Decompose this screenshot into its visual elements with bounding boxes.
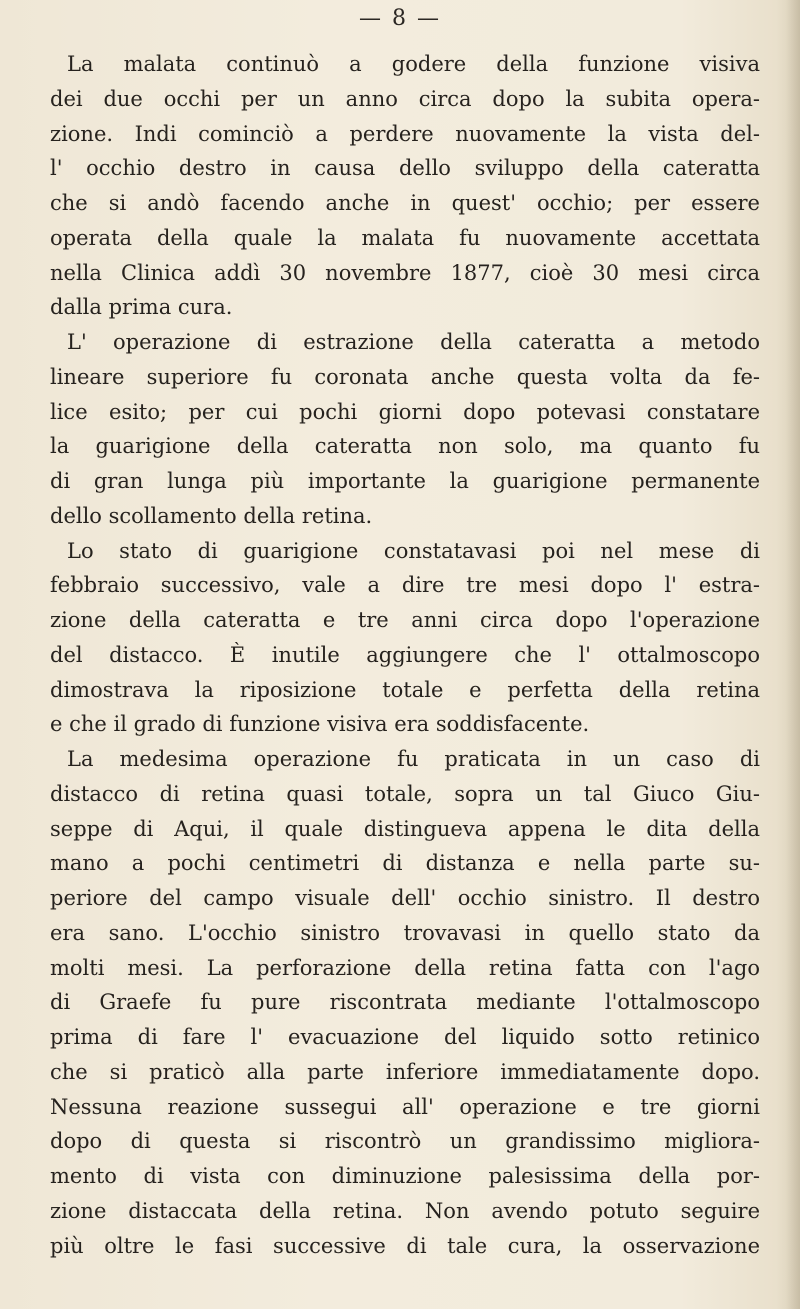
text-line: di Graefe fu pure riscontrata mediante l'ottalmoscopo	[50, 990, 760, 1015]
text-line: febbraio successivo, vale a dire tre mesi dopo l' estra-	[50, 573, 760, 598]
page-edge-shadow	[786, 0, 800, 1309]
text-line: molti mesi. La perforazione della retina fatta con l'ago	[50, 955, 760, 980]
text-line: lineare superiore fu coronata anche questa volta da fe-	[50, 364, 760, 389]
text-line: mano a pochi centimetri di distanza e nella parte su-	[50, 851, 760, 876]
text-line: seppe di Aqui, il quale distingueva appena le dita della	[50, 816, 760, 841]
text-line: dopo di questa si riscontrò un grandissimo migliora-	[50, 1129, 760, 1154]
text-line: che si praticò alla parte inferiore immediatamente dopo.	[50, 1059, 760, 1084]
text-line: mento di vista con diminuzione palesissima della por-	[50, 1164, 760, 1188]
text-line: e che il grado di funzione visiva era soddisfacente.	[50, 712, 590, 737]
page-number: — 8 —	[359, 6, 441, 31]
text-line: dei due occhi per un anno circa dopo la subita opera-	[50, 86, 760, 111]
text-line: dalla prima cura.	[50, 295, 233, 320]
text-line: che si andò facendo anche in quest' occhio; per essere	[50, 191, 760, 215]
text-line: operata della quale la malata fu nuovamente accettata	[50, 225, 760, 250]
text-line: nella Clinica addì 30 novembre 1877, cioè 30 mesi circa	[50, 260, 760, 285]
text-line: zione. Indi cominciò a perdere nuovamente la vista del-	[50, 121, 760, 146]
text-line: La medesima operazione fu praticata in un caso di	[67, 747, 760, 771]
text-line: del distacco. È inutile aggiungere che l' ottalmoscopo	[50, 642, 760, 667]
text-line: prima di fare l' evacuazione del liquido sotto retinico	[50, 1025, 760, 1049]
text-line: dello scollamento della retina.	[50, 503, 373, 528]
text-line: più oltre le fasi successive di tale cura, la osservazione	[50, 1233, 760, 1258]
text-line: distacco di retina quasi totale, sopra un tal Giuco Giu-	[50, 781, 760, 806]
text-line: Nessuna reazione sussegui all' operazione e tre giorni	[50, 1094, 760, 1119]
text-line: Lo stato di guarigione constatavasi poi nel mese di	[67, 538, 760, 563]
text-line: zione della cateratta e tre anni circa dopo l'operazione	[50, 608, 760, 632]
text-line: periore del campo visuale dell' occhio sinistro. Il destro	[50, 886, 760, 910]
text-line: la guarigione della cateratta non solo, ma quanto fu	[50, 434, 760, 459]
text-line: L' operazione di estrazione della cateratta a metodo	[67, 330, 760, 354]
body-text	[50, 47, 760, 1263]
text-line: era sano. L'occhio sinistro trovavasi in quello stato da	[50, 920, 760, 945]
text-line: dimostrava la riposizione totale e perfetta della retina	[50, 677, 760, 702]
text-line: l' occhio destro in causa dello sviluppo della cateratta	[50, 156, 760, 181]
text-line: di gran lunga più importante la guarigione permanente	[50, 469, 760, 493]
text-line: zione distaccata della retina. Non avendo potuto seguire	[50, 1198, 760, 1223]
text-line: lice esito; per cui pochi giorni dopo potevasi constatare	[50, 399, 760, 424]
text-line: La malata continuò a godere della funzione visiva	[67, 52, 760, 76]
